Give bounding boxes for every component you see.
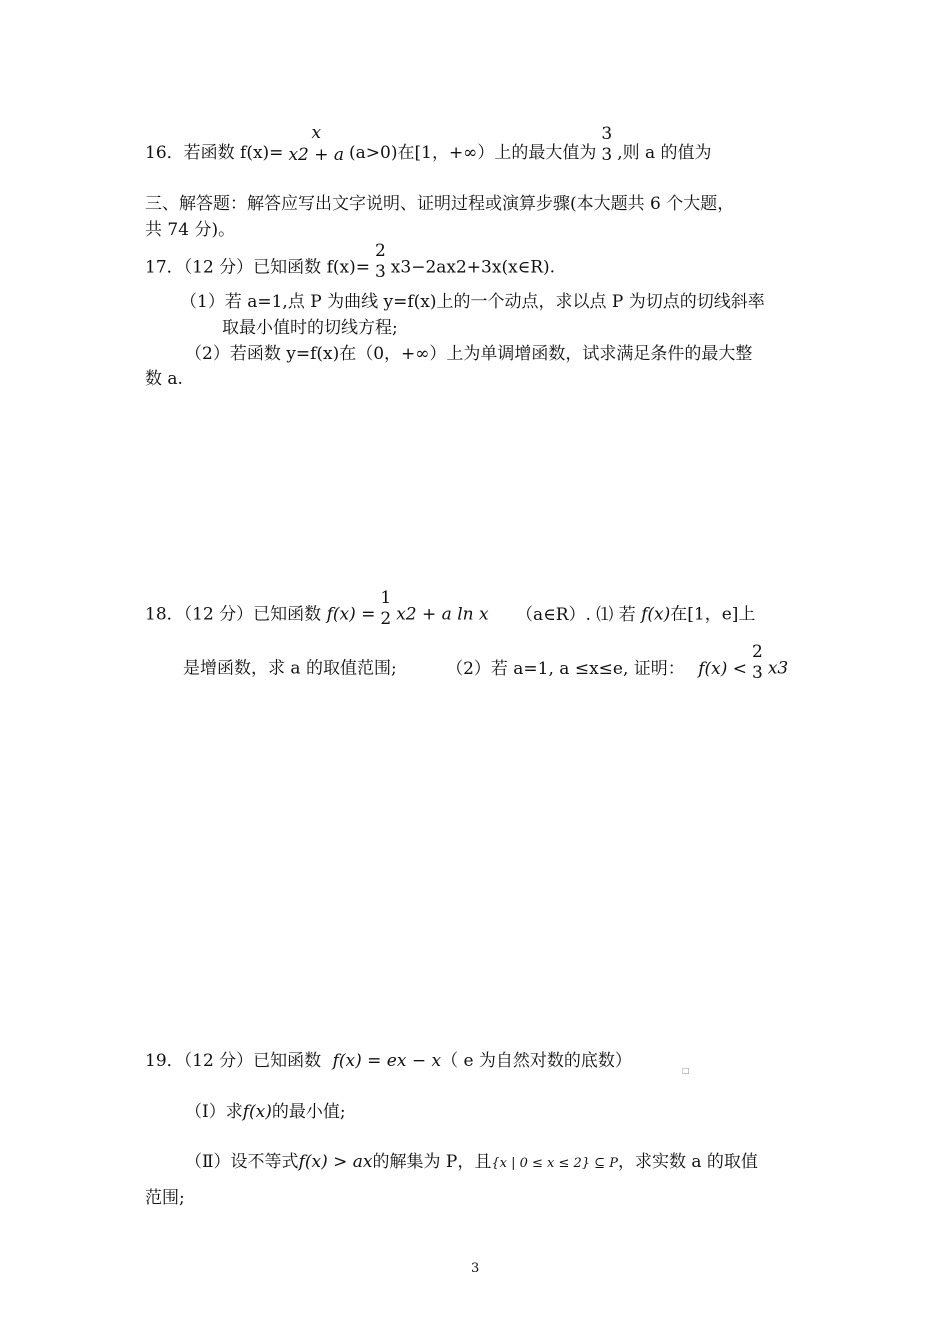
- q18-line1: [145, 588, 756, 630]
- q17-part1-line1: （1）若 a=1,点 P 为曲线 y=f(x)上的一个动点，求以点 P 为切点的切线斜率: [180, 292, 765, 312]
- q19-suffix: （ e 为自然对数的底数）: [441, 1051, 632, 1071]
- q19-part2-pre: （Ⅱ）设不等式: [185, 1152, 299, 1172]
- q18-frac-den: 2: [380, 609, 392, 629]
- q17-frac-den: 3: [374, 262, 386, 282]
- q18-ineq-frac-den: 3: [752, 663, 763, 683]
- q17-part1-line2: 取最小值时的切线方程;: [222, 318, 398, 338]
- q18-fx: f(x): [641, 604, 671, 625]
- page-number: 3: [471, 1261, 480, 1276]
- q16-line: [145, 123, 712, 166]
- q19-part1-pre: （Ⅰ）求: [185, 1102, 243, 1122]
- q16-frac2-den: 3: [601, 144, 613, 165]
- q17-line: [145, 241, 556, 283]
- q18-func-rest: x2 + a ln x: [396, 604, 489, 625]
- q19-part2-post: ，求实数 a 的取值: [617, 1152, 758, 1172]
- q16-value-fraction: [599, 124, 614, 166]
- q16-fraction: [286, 123, 346, 166]
- q16-frac2-num: 3: [601, 123, 613, 144]
- q19-part2-set: {x | 0 ≤ x ≤ 2} ⊆ P: [491, 1156, 618, 1171]
- q17-prefix: 17．（12 分）已知函数 f(x)=: [145, 257, 370, 278]
- q18-line1-end: 在[1，e]上: [670, 604, 756, 625]
- q16-frac-den: x2 + a: [288, 145, 345, 165]
- q18-line2-start: 是增函数，求 a 的取值范围;: [183, 658, 397, 679]
- q19-part1-post: 的最小值;: [271, 1102, 346, 1122]
- q19-part1: [185, 1101, 346, 1123]
- q17-part2-line1: （2）若函数 y=f(x)在（0，+∞）上为单调增函数，试求满足条件的最大整: [185, 344, 753, 364]
- q19-mark: □: [682, 1066, 690, 1075]
- q19-part2-line2: 范围;: [145, 1188, 185, 1208]
- q18-part2: （2）若 a=1, a ≤x≤e, 证明：: [446, 658, 685, 679]
- q16-prefix: 16．若函数 f(x)=: [145, 143, 284, 163]
- q19-line: [145, 1050, 632, 1072]
- q17-suffix: x3−2ax2+3x(x∈R).: [390, 257, 556, 278]
- q16-mid: (a>0)在[1，+∞）上的最大值为: [349, 143, 597, 163]
- q18-fraction: [378, 588, 393, 630]
- q18-ineq-left: f(x) <: [698, 658, 747, 679]
- q19-part2-mid: 的解集为 P，且: [372, 1152, 492, 1172]
- q18-ineq-frac-num: 2: [752, 642, 763, 662]
- q17-part2-line2: 数 a.: [145, 369, 183, 389]
- section3-line1: 三、解答题：解答应写出文字说明、证明过程或演算步骤(本大题共 6 个大题，: [145, 194, 735, 214]
- q19-prefix: 19．（12 分）已知函数: [145, 1051, 322, 1071]
- q16-frac-num: x: [311, 123, 322, 143]
- q18-func: f(x) =: [326, 604, 376, 625]
- q19-part1-fx: f(x): [242, 1102, 272, 1122]
- q19-func: f(x) = ex − x: [332, 1051, 442, 1071]
- q18-frac-num: 1: [380, 588, 392, 608]
- q18-line2: [183, 642, 789, 684]
- q19-part2-line1: [185, 1151, 758, 1175]
- q18-prefix: 18．（12 分）已知函数: [145, 604, 322, 625]
- q17-frac-num: 2: [374, 241, 386, 261]
- q18-ineq-right: x3: [767, 658, 789, 679]
- q19-part2-ineq: f(x) > ax: [298, 1152, 373, 1172]
- q16-suffix: ,则 a 的值为: [617, 143, 712, 163]
- q18-ineq-fraction: [750, 642, 765, 684]
- q17-fraction: [373, 241, 388, 283]
- section3-line2: 共 74 分)。: [145, 220, 236, 240]
- q18-cond: （a∈R）. ⑴ 若: [515, 604, 636, 625]
